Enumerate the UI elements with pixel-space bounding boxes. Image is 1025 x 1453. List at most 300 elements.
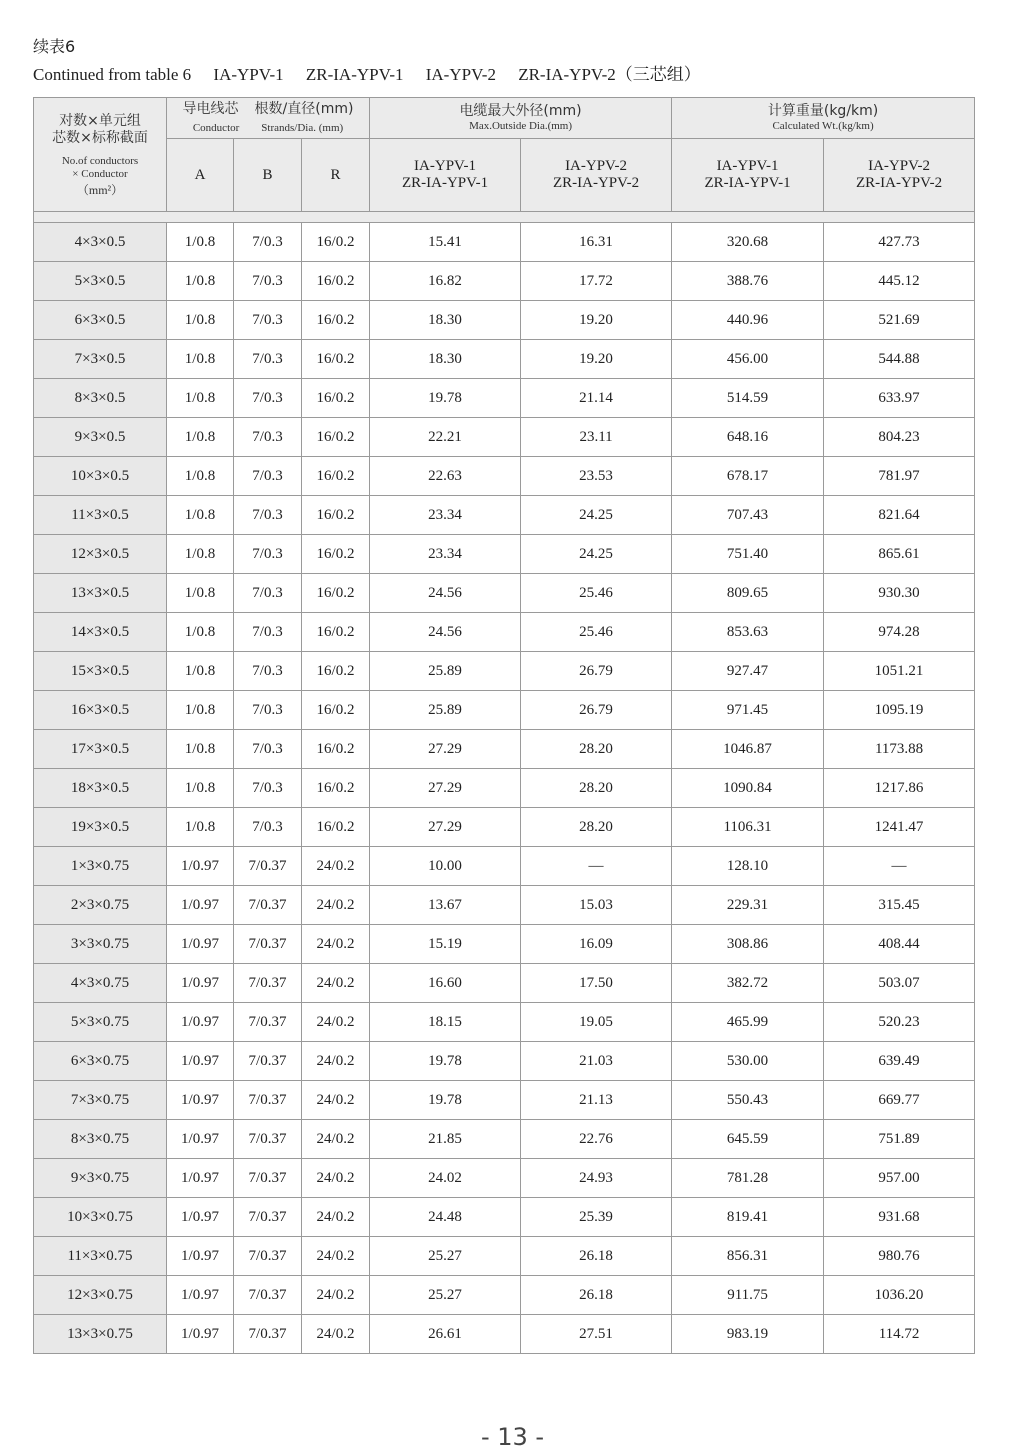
header-spec: [34, 98, 167, 212]
table-row: [34, 1276, 975, 1315]
cell-weight-ypv1: 809.65: [672, 574, 824, 613]
header-dia-1-l1: IA-YPV-1: [414, 158, 476, 174]
header-wt-1: [672, 139, 824, 212]
cell-conductor-b: 7/0.37: [234, 847, 302, 886]
cell-conductor-a: 1/0.97: [167, 1120, 234, 1159]
cell-weight-ypv2: 804.23: [824, 418, 975, 457]
cell-weight-ypv1: 707.43: [672, 496, 824, 535]
cell-conductor-a: 1/0.97: [167, 1003, 234, 1042]
cell-dia-ypv2: 24.93: [521, 1159, 672, 1198]
header-wt-2-l2: ZR-IA-YPV-2: [855, 175, 943, 191]
cell-weight-ypv2: 1173.88: [824, 730, 975, 769]
cell-conductor-b: 7/0.3: [234, 496, 302, 535]
table-row: [34, 1081, 975, 1120]
cell-conductor-r: 16/0.2: [302, 457, 370, 496]
cell-conductor-a: 1/0.8: [167, 340, 234, 379]
table-row: [34, 925, 975, 964]
cell-dia-ypv1: 13.67: [370, 886, 521, 925]
cell-dia-ypv1: 22.63: [370, 457, 521, 496]
cell-dia-ypv2: 25.46: [521, 574, 672, 613]
table-body: [34, 212, 975, 1354]
table-row: [34, 691, 975, 730]
cell-conductor-a: 1/0.97: [167, 847, 234, 886]
cell-conductor-b: 7/0.37: [234, 1003, 302, 1042]
table-row: [34, 847, 975, 886]
cell-weight-ypv1: 971.45: [672, 691, 824, 730]
cell-conductor-b: 7/0.3: [234, 379, 302, 418]
header-outside-dia-cn: 电缆最大外径(mm): [459, 103, 582, 119]
cell-spec: 17×3×0.5: [34, 730, 167, 769]
cell-dia-ypv2: 28.20: [521, 769, 672, 808]
cell-conductor-b: 7/0.3: [234, 262, 302, 301]
cell-conductor-r: 16/0.2: [302, 301, 370, 340]
cell-dia-ypv1: 16.60: [370, 964, 521, 1003]
cell-weight-ypv1: 856.31: [672, 1237, 824, 1276]
cell-dia-ypv1: 18.30: [370, 301, 521, 340]
cell-weight-ypv1: 456.00: [672, 340, 824, 379]
header-spacer: [34, 212, 975, 223]
header-dia-2: [521, 139, 672, 212]
cell-dia-ypv2: 16.31: [521, 223, 672, 262]
cell-weight-ypv2: 408.44: [824, 925, 975, 964]
model-name: ZR-IA-YPV-1: [305, 65, 404, 84]
cell-conductor-a: 1/0.97: [167, 1159, 234, 1198]
cell-dia-ypv1: 25.27: [370, 1276, 521, 1315]
cell-weight-ypv1: 550.43: [672, 1081, 824, 1120]
cell-conductor-a: 1/0.8: [167, 418, 234, 457]
cell-weight-ypv2: 427.73: [824, 223, 975, 262]
cell-dia-ypv1: 19.78: [370, 1042, 521, 1081]
table-row: [34, 1003, 975, 1042]
cell-weight-ypv1: 781.28: [672, 1159, 824, 1198]
cell-dia-ypv1: 27.29: [370, 769, 521, 808]
cell-dia-ypv1: 25.89: [370, 652, 521, 691]
header-dia-2-l1: IA-YPV-2: [565, 158, 628, 174]
continued-label-cn: 续表6: [33, 37, 76, 56]
cell-conductor-b: 7/0.37: [234, 1276, 302, 1315]
table-row: [34, 301, 975, 340]
header-wt-2-l1: IA-YPV-2: [868, 158, 931, 174]
cell-conductor-b: 7/0.3: [234, 535, 302, 574]
cell-conductor-r: 24/0.2: [302, 847, 370, 886]
cell-dia-ypv1: 26.61: [370, 1315, 521, 1354]
cell-weight-ypv1: 678.17: [672, 457, 824, 496]
cell-dia-ypv2: 17.50: [521, 964, 672, 1003]
table-row: [34, 730, 975, 769]
cell-spec: 10×3×0.75: [34, 1198, 167, 1237]
cell-weight-ypv2: 633.97: [824, 379, 975, 418]
cell-weight-ypv1: 911.75: [672, 1276, 824, 1315]
cell-dia-ypv1: 25.27: [370, 1237, 521, 1276]
header-weight: [672, 98, 975, 139]
cell-conductor-a: 1/0.8: [167, 652, 234, 691]
cell-weight-ypv2: 521.69: [824, 301, 975, 340]
cell-spec: 12×3×0.5: [34, 535, 167, 574]
cell-conductor-r: 24/0.2: [302, 1081, 370, 1120]
cell-dia-ypv2: 28.20: [521, 730, 672, 769]
cell-dia-ypv1: 27.29: [370, 730, 521, 769]
cell-conductor-b: 7/0.37: [234, 1159, 302, 1198]
cell-weight-ypv1: 648.16: [672, 418, 824, 457]
cell-weight-ypv2: 957.00: [824, 1159, 975, 1198]
cell-conductor-a: 1/0.97: [167, 1315, 234, 1354]
cell-conductor-r: 24/0.2: [302, 1198, 370, 1237]
header-conductor: [167, 98, 370, 139]
cell-weight-ypv2: 974.28: [824, 613, 975, 652]
cell-dia-ypv2: 25.46: [521, 613, 672, 652]
cell-weight-ypv1: 514.59: [672, 379, 824, 418]
cell-conductor-r: 16/0.2: [302, 730, 370, 769]
cell-conductor-r: 16/0.2: [302, 262, 370, 301]
cell-conductor-b: 7/0.3: [234, 769, 302, 808]
cell-conductor-r: 24/0.2: [302, 1276, 370, 1315]
table-row: [34, 262, 975, 301]
cell-conductor-a: 1/0.8: [167, 613, 234, 652]
cell-conductor-b: 7/0.3: [234, 301, 302, 340]
cell-dia-ypv1: 24.02: [370, 1159, 521, 1198]
cell-spec: 12×3×0.75: [34, 1276, 167, 1315]
cell-conductor-a: 1/0.8: [167, 574, 234, 613]
cell-spec: 9×3×0.75: [34, 1159, 167, 1198]
cell-dia-ypv1: 18.30: [370, 340, 521, 379]
cell-spec: 14×3×0.5: [34, 613, 167, 652]
table-row: [34, 1159, 975, 1198]
cell-dia-ypv1: 24.56: [370, 613, 521, 652]
cell-weight-ypv1: 388.76: [672, 262, 824, 301]
cell-weight-ypv2: 114.72: [824, 1315, 975, 1354]
cell-conductor-b: 7/0.3: [234, 418, 302, 457]
cell-weight-ypv2: 315.45: [824, 886, 975, 925]
cell-spec: 5×3×0.75: [34, 1003, 167, 1042]
cell-dia-ypv2: 21.03: [521, 1042, 672, 1081]
cell-dia-ypv2: 24.25: [521, 535, 672, 574]
header-dia-1: [370, 139, 521, 212]
header-dia-1-l2: ZR-IA-YPV-1: [401, 175, 489, 191]
cell-spec: 18×3×0.5: [34, 769, 167, 808]
cell-dia-ypv1: 22.21: [370, 418, 521, 457]
table-row: [34, 652, 975, 691]
cell-conductor-b: 7/0.37: [234, 1315, 302, 1354]
cell-conductor-r: 16/0.2: [302, 613, 370, 652]
cell-dia-ypv1: 10.00: [370, 847, 521, 886]
cable-spec-table: [33, 97, 975, 1354]
cell-dia-ypv2: 19.05: [521, 1003, 672, 1042]
cell-dia-ypv2: 27.51: [521, 1315, 672, 1354]
cell-conductor-a: 1/0.97: [167, 1081, 234, 1120]
cell-weight-ypv1: 927.47: [672, 652, 824, 691]
model-name: IA-YPV-1: [213, 65, 284, 84]
cell-conductor-b: 7/0.3: [234, 340, 302, 379]
cell-conductor-b: 7/0.3: [234, 457, 302, 496]
cell-conductor-r: 16/0.2: [302, 418, 370, 457]
cell-conductor-a: 1/0.97: [167, 964, 234, 1003]
cell-weight-ypv1: 1090.84: [672, 769, 824, 808]
cell-conductor-a: 1/0.97: [167, 1237, 234, 1276]
cell-dia-ypv2: 25.39: [521, 1198, 672, 1237]
cell-conductor-a: 1/0.97: [167, 1276, 234, 1315]
cell-conductor-r: 24/0.2: [302, 1042, 370, 1081]
continued-heading-line: [33, 60, 719, 85]
table-row: [34, 457, 975, 496]
cell-spec: 5×3×0.5: [34, 262, 167, 301]
cell-conductor-r: 24/0.2: [302, 925, 370, 964]
table-row: [34, 574, 975, 613]
cell-weight-ypv1: 819.41: [672, 1198, 824, 1237]
cell-weight-ypv2: 1095.19: [824, 691, 975, 730]
cell-spec: 13×3×0.75: [34, 1315, 167, 1354]
cell-dia-ypv2: 23.53: [521, 457, 672, 496]
header-outside-dia-en: Max.Outside Dia.(mm): [469, 120, 573, 132]
cell-conductor-a: 1/0.8: [167, 769, 234, 808]
cell-conductor-a: 1/0.8: [167, 496, 234, 535]
header-conductor-cn: 导电线芯: [182, 101, 239, 117]
cell-conductor-a: 1/0.8: [167, 301, 234, 340]
cell-conductor-a: 1/0.8: [167, 223, 234, 262]
cell-weight-ypv2: —: [824, 847, 975, 886]
cell-spec: 7×3×0.75: [34, 1081, 167, 1120]
cell-dia-ypv1: 23.34: [370, 535, 521, 574]
table-row: [34, 496, 975, 535]
cell-weight-ypv2: 931.68: [824, 1198, 975, 1237]
cell-dia-ypv1: 18.15: [370, 1003, 521, 1042]
cell-conductor-r: 16/0.2: [302, 769, 370, 808]
cell-conductor-r: 24/0.2: [302, 1120, 370, 1159]
cell-spec: 11×3×0.75: [34, 1237, 167, 1276]
cell-conductor-r: 16/0.2: [302, 652, 370, 691]
header-spec-en-1: No.of conductors: [61, 154, 139, 167]
cell-spec: 4×3×0.5: [34, 223, 167, 262]
cell-dia-ypv2: 28.20: [521, 808, 672, 847]
model-name: IA-YPV-2: [425, 65, 496, 84]
table-row: [34, 1042, 975, 1081]
cell-weight-ypv2: 639.49: [824, 1042, 975, 1081]
table-row: [34, 535, 975, 574]
cell-conductor-b: 7/0.3: [234, 574, 302, 613]
cell-conductor-a: 1/0.8: [167, 535, 234, 574]
table-row: [34, 1120, 975, 1159]
header-weight-en: Calculated Wt.(kg/km): [772, 120, 874, 132]
cell-weight-ypv1: 530.00: [672, 1042, 824, 1081]
cell-spec: 3×3×0.75: [34, 925, 167, 964]
cell-dia-ypv2: 26.79: [521, 691, 672, 730]
header-weight-cn: 计算重量(kg/km): [767, 103, 879, 119]
cell-dia-ypv2: 16.09: [521, 925, 672, 964]
continued-label-en: Continued from table 6: [33, 65, 192, 84]
cell-weight-ypv1: 229.31: [672, 886, 824, 925]
cell-conductor-b: 7/0.3: [234, 652, 302, 691]
cell-weight-ypv2: 1051.21: [824, 652, 975, 691]
header-conductor-en: Conductor: [192, 122, 240, 134]
cell-spec: 8×3×0.75: [34, 1120, 167, 1159]
cell-conductor-r: 24/0.2: [302, 1237, 370, 1276]
cell-weight-ypv2: 445.12: [824, 262, 975, 301]
cell-weight-ypv1: 645.59: [672, 1120, 824, 1159]
cell-spec: 4×3×0.75: [34, 964, 167, 1003]
cell-dia-ypv2: 15.03: [521, 886, 672, 925]
cell-conductor-a: 1/0.97: [167, 1042, 234, 1081]
table-row: [34, 379, 975, 418]
header-spec-cn-2: 芯数×标称截面: [52, 129, 148, 146]
cell-dia-ypv1: 24.56: [370, 574, 521, 613]
cell-conductor-a: 1/0.8: [167, 262, 234, 301]
cell-conductor-a: 1/0.8: [167, 808, 234, 847]
header-wt-1-l2: ZR-IA-YPV-1: [704, 175, 791, 191]
cell-conductor-a: 1/0.8: [167, 730, 234, 769]
cell-dia-ypv2: 17.72: [521, 262, 672, 301]
cell-dia-ypv2: 22.76: [521, 1120, 672, 1159]
cell-weight-ypv1: 440.96: [672, 301, 824, 340]
table-row: [34, 886, 975, 925]
cell-weight-ypv2: 1241.47: [824, 808, 975, 847]
table-row: [34, 1198, 975, 1237]
cell-conductor-r: 16/0.2: [302, 691, 370, 730]
cell-conductor-a: 1/0.8: [167, 457, 234, 496]
cell-weight-ypv1: 1046.87: [672, 730, 824, 769]
cell-weight-ypv1: 308.86: [672, 925, 824, 964]
cell-spec: 6×3×0.75: [34, 1042, 167, 1081]
cell-weight-ypv2: 1036.20: [824, 1276, 975, 1315]
header-spec-unit: （mm²）: [76, 182, 124, 197]
cell-dia-ypv2: 19.20: [521, 340, 672, 379]
cell-weight-ypv1: 320.68: [672, 223, 824, 262]
cell-conductor-r: 16/0.2: [302, 574, 370, 613]
cell-dia-ypv1: 24.48: [370, 1198, 521, 1237]
cell-weight-ypv2: 503.07: [824, 964, 975, 1003]
cell-dia-ypv2: 21.14: [521, 379, 672, 418]
cell-conductor-a: 1/0.8: [167, 691, 234, 730]
cell-dia-ypv1: 25.89: [370, 691, 521, 730]
table-row: [34, 613, 975, 652]
cell-dia-ypv2: —: [521, 847, 672, 886]
cell-dia-ypv1: 27.29: [370, 808, 521, 847]
cell-weight-ypv1: 751.40: [672, 535, 824, 574]
cell-dia-ypv2: 23.11: [521, 418, 672, 457]
cell-conductor-a: 1/0.97: [167, 925, 234, 964]
cell-weight-ypv1: 983.19: [672, 1315, 824, 1354]
header-col-r: R: [302, 139, 370, 212]
model-name: ZR-IA-YPV-2（三芯组）: [518, 65, 701, 84]
cell-conductor-r: 24/0.2: [302, 1159, 370, 1198]
cell-weight-ypv2: 781.97: [824, 457, 975, 496]
cell-dia-ypv2: 21.13: [521, 1081, 672, 1120]
header-spacer-row: [34, 212, 975, 223]
table-row: [34, 418, 975, 457]
cell-spec: 13×3×0.5: [34, 574, 167, 613]
cell-conductor-r: 16/0.2: [302, 379, 370, 418]
header-strands-cn: 根数/直径(mm): [254, 101, 354, 117]
cell-weight-ypv2: 520.23: [824, 1003, 975, 1042]
cell-dia-ypv1: 19.78: [370, 379, 521, 418]
cell-dia-ypv1: 23.34: [370, 496, 521, 535]
cell-conductor-r: 24/0.2: [302, 1315, 370, 1354]
cell-spec: 11×3×0.5: [34, 496, 167, 535]
header-spec-en-2: × Conductor: [72, 167, 128, 180]
cell-conductor-b: 7/0.37: [234, 1081, 302, 1120]
header-wt-1-l1: IA-YPV-1: [716, 158, 779, 174]
cell-weight-ypv1: 465.99: [672, 1003, 824, 1042]
cell-conductor-r: 16/0.2: [302, 496, 370, 535]
cell-spec: 8×3×0.5: [34, 379, 167, 418]
cell-spec: 15×3×0.5: [34, 652, 167, 691]
table-row: [34, 769, 975, 808]
cell-weight-ypv2: 1217.86: [824, 769, 975, 808]
cell-spec: 9×3×0.5: [34, 418, 167, 457]
cell-weight-ypv2: 821.64: [824, 496, 975, 535]
cell-conductor-b: 7/0.37: [234, 1120, 302, 1159]
cell-conductor-r: 16/0.2: [302, 223, 370, 262]
cell-conductor-a: 1/0.97: [167, 1198, 234, 1237]
cell-weight-ypv1: 382.72: [672, 964, 824, 1003]
page-number: - 13 -: [480, 1423, 545, 1451]
cell-spec: 19×3×0.5: [34, 808, 167, 847]
table-row: [34, 223, 975, 262]
cell-weight-ypv1: 853.63: [672, 613, 824, 652]
cell-conductor-r: 24/0.2: [302, 964, 370, 1003]
cell-dia-ypv1: 21.85: [370, 1120, 521, 1159]
cell-weight-ypv2: 980.76: [824, 1237, 975, 1276]
header-outside-dia: [370, 98, 672, 139]
cell-conductor-a: 1/0.97: [167, 886, 234, 925]
cell-weight-ypv2: 865.61: [824, 535, 975, 574]
cell-dia-ypv2: 26.18: [521, 1276, 672, 1315]
cell-conductor-b: 7/0.3: [234, 730, 302, 769]
cell-conductor-r: 24/0.2: [302, 1003, 370, 1042]
cell-dia-ypv1: 15.19: [370, 925, 521, 964]
cell-weight-ypv2: 544.88: [824, 340, 975, 379]
table-row: [34, 808, 975, 847]
cell-weight-ypv1: 128.10: [672, 847, 824, 886]
cell-dia-ypv1: 15.41: [370, 223, 521, 262]
cell-spec: 7×3×0.5: [34, 340, 167, 379]
cell-weight-ypv2: 669.77: [824, 1081, 975, 1120]
cell-conductor-b: 7/0.3: [234, 223, 302, 262]
cell-dia-ypv2: 26.18: [521, 1237, 672, 1276]
cell-weight-ypv1: 1106.31: [672, 808, 824, 847]
cell-conductor-b: 7/0.37: [234, 1198, 302, 1237]
cell-conductor-b: 7/0.37: [234, 964, 302, 1003]
cell-conductor-b: 7/0.3: [234, 613, 302, 652]
table-row: [34, 964, 975, 1003]
cell-weight-ypv2: 751.89: [824, 1120, 975, 1159]
cell-conductor-b: 7/0.3: [234, 808, 302, 847]
cell-spec: 1×3×0.75: [34, 847, 167, 886]
header-strands-en: Strands/Dia. (mm): [261, 122, 344, 134]
cell-spec: 6×3×0.5: [34, 301, 167, 340]
cell-conductor-r: 24/0.2: [302, 886, 370, 925]
header-col-b: B: [234, 139, 302, 212]
cell-spec: 2×3×0.75: [34, 886, 167, 925]
cell-conductor-r: 16/0.2: [302, 808, 370, 847]
cell-spec: 10×3×0.5: [34, 457, 167, 496]
table-header: [34, 98, 975, 212]
table-row: [34, 1237, 975, 1276]
cell-conductor-b: 7/0.37: [234, 1237, 302, 1276]
cell-conductor-a: 1/0.8: [167, 379, 234, 418]
cell-spec: 16×3×0.5: [34, 691, 167, 730]
cell-dia-ypv2: 24.25: [521, 496, 672, 535]
header-spec-cn-1: 对数×单元组: [59, 112, 141, 129]
cell-conductor-r: 16/0.2: [302, 340, 370, 379]
cell-conductor-b: 7/0.37: [234, 1042, 302, 1081]
cell-conductor-r: 16/0.2: [302, 535, 370, 574]
cell-dia-ypv2: 26.79: [521, 652, 672, 691]
cell-conductor-b: 7/0.37: [234, 886, 302, 925]
table-row: [34, 1315, 975, 1354]
cell-dia-ypv1: 19.78: [370, 1081, 521, 1120]
cell-conductor-b: 7/0.3: [234, 691, 302, 730]
cell-weight-ypv2: 930.30: [824, 574, 975, 613]
table-row: [34, 340, 975, 379]
